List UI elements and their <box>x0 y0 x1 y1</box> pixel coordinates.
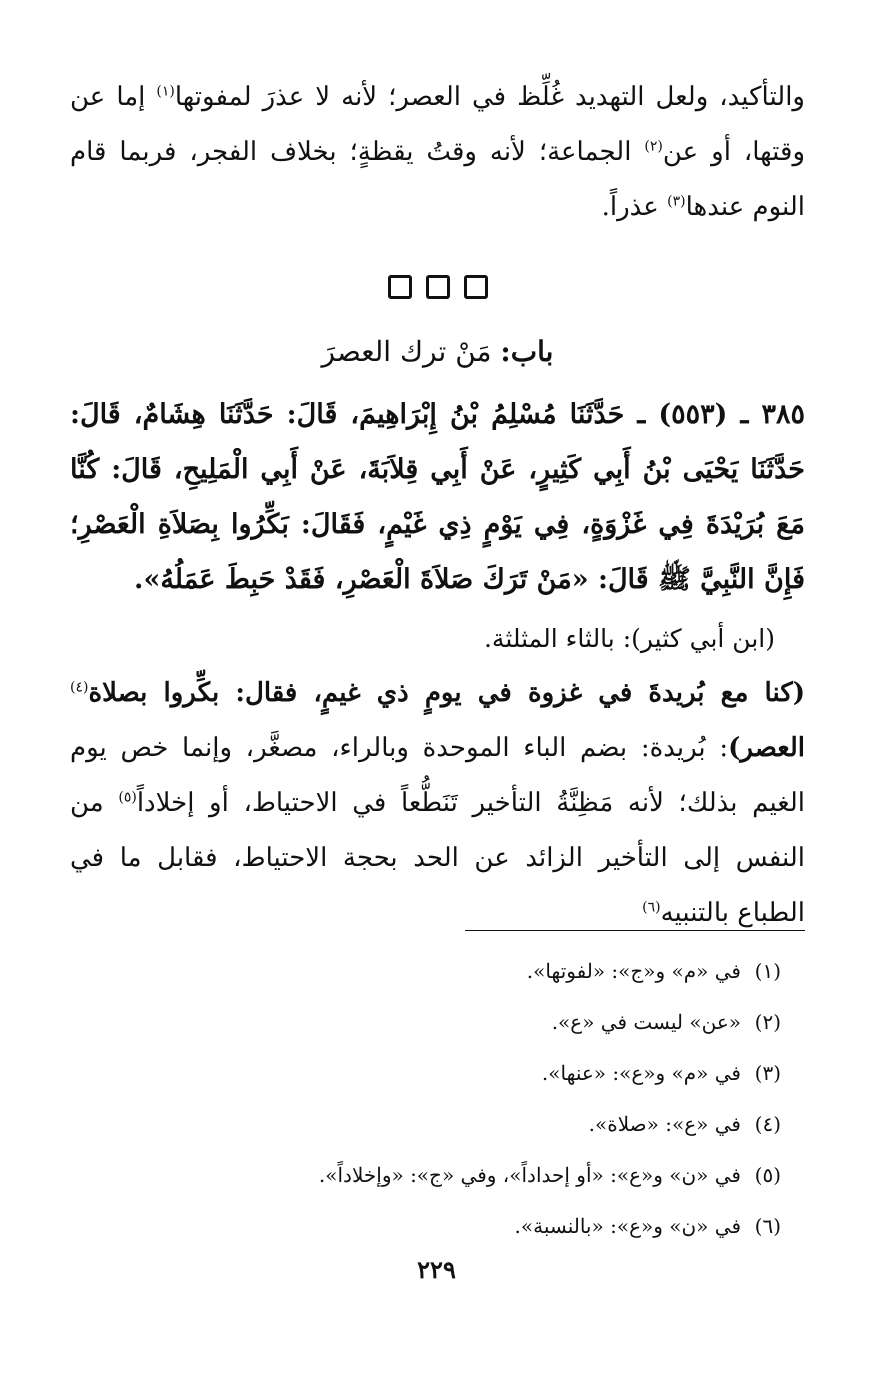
footnotes-list <box>141 946 781 1252</box>
hadith-text: ٣٨٥ ـ (٥٥٣) ـ حَدَّثَنَا مُسْلِمُ بْنُ إِبْرَاهِيمَ، قَالَ: حَدَّثَنَا هِشَامٌ، قَالَ: حَدَّثَنَا يَحْيَى بْنُ أَبِي كَثِيرٍ، عَنْ أَبِي قِلاَبَةَ، عَنْ أَبِي الْمَلِيحِ، قَالَ: كُنَّا مَعَ بُرَيْدَةَ فِي غَزْوَةٍ، فِي يَوْمٍ ذِي غَيْمٍ، فَقَالَ: بَكِّرُوا بِصَلاَةِ الْعَصْرِ؛ فَإِنَّ النَّبِيَّ ﷺ قَالَ: «مَنْ تَرَكَ صَلاَةَ الْعَصْرِ، فَقَدْ حَبِطَ عَمَلُهُ». <box>70 399 805 595</box>
footnote-separator <box>465 930 805 931</box>
footnote-item <box>141 1201 781 1252</box>
section-divider <box>70 275 805 299</box>
narrator-note-text: : بالثاء المثلثة. <box>483 624 632 653</box>
footnote-number: (٣) <box>754 1061 781 1085</box>
chapter-title: مَنْ ترك العصرَ <box>321 335 501 368</box>
chapter-heading <box>70 327 805 377</box>
commentary-text-2: من النفس إلى التأخير الزائد عن الحد بحجة الاحتياط، فقابل ما في الطباع بالتنبيه <box>70 788 805 928</box>
intro-text-3: الجماعة؛ لأنه وقتُ يقظةٍ؛ بخلاف الفجر، فربما قام النوم عندها <box>70 137 805 222</box>
footnote-text: «عن» ليست في «ع». <box>551 1010 741 1034</box>
intro-text-2: إما عن وقتها، أو عن <box>70 82 805 167</box>
divider-square-icon <box>464 275 488 299</box>
footnote-number: (٤) <box>754 1112 781 1136</box>
footnote-ref-1[interactable]: (١) <box>156 83 175 100</box>
intro-paragraph <box>70 70 805 235</box>
intro-text-1: والتأكيد، ولعل التهديد غُلِّظ في العصر؛ لأنه لا عذرَ لمفوتها <box>174 82 805 112</box>
footnote-text: في «ن» و«ع»: «أو إحداداً»، وفي «ج»: «وإخلاداً». <box>318 1163 741 1187</box>
commentary-lemma-end: العصر) <box>728 733 805 763</box>
footnote-number: (٦) <box>754 1214 781 1238</box>
footnote-ref-3[interactable]: (٣) <box>667 193 686 210</box>
narrator-note <box>70 611 805 666</box>
chapter-label: باب: <box>500 335 554 368</box>
footnote-ref-4[interactable]: (٤) <box>70 679 89 696</box>
divider-square-icon <box>426 275 450 299</box>
footnote-item <box>141 946 781 997</box>
footnote-text: في «م» و«ع»: «عنها». <box>541 1061 741 1085</box>
intro-text-4: عذراً. <box>601 192 668 222</box>
commentary-lemma: (كنا مع بُريدةَ في غزوة في يومٍ ذي غيمٍ، فقال: بكِّروا بصلاة <box>88 678 805 708</box>
footnote-number: (٢) <box>754 1010 781 1034</box>
footnote-ref-5[interactable]: (٥) <box>118 789 137 806</box>
narrator-note-lemma: (ابن أبي كثير) <box>631 624 775 653</box>
footnote-number: (٥) <box>754 1163 781 1187</box>
commentary-text-1: : بُريدة: بضم الباء الموحدة وبالراء، مصغَّر، وإنما خص يوم الغيم بذلك؛ لأنه مَظِنَّةُ التأخير تَنَطُّعاً في الاحتياط، أو إخلاداً <box>70 733 805 818</box>
commentary-paragraph <box>70 666 805 941</box>
footnote-item <box>141 1048 781 1099</box>
footnote-ref-2[interactable]: (٢) <box>644 138 663 155</box>
footnote-item <box>141 1099 781 1150</box>
footnote-text: في «م» و«ج»: «لفوتها». <box>526 959 741 983</box>
footnote-item <box>141 1150 781 1201</box>
footnote-number: (١) <box>754 959 781 983</box>
page-number: ٢٢٩ <box>417 1255 456 1284</box>
footnote-text: في «ن» و«ع»: «بالنسبة». <box>514 1214 741 1238</box>
divider-square-icon <box>388 275 412 299</box>
footnote-item <box>141 997 781 1048</box>
page-body <box>70 70 805 941</box>
footnote-text: في «ع»: «صلاة». <box>588 1112 741 1136</box>
footnote-ref-6[interactable]: (٦) <box>642 899 661 916</box>
